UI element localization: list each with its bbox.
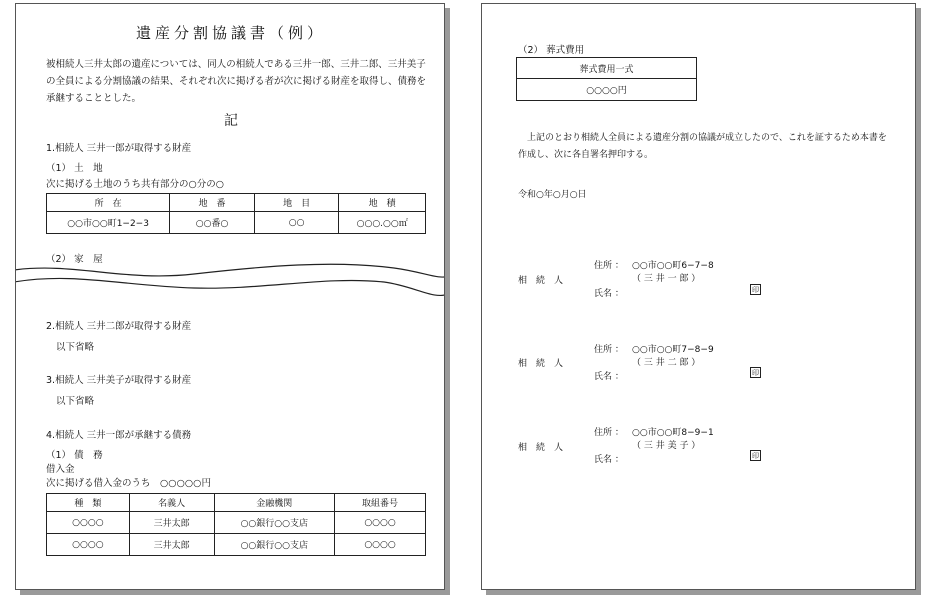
signer-2-seal-mark: 印 <box>752 369 759 377</box>
page-break-wave <box>15 260 445 300</box>
closing-paragraph: 上記のとおり相続人全員による遺産分割の協議が成立したので、これを証するため本書を作成し、次に各自署名押印する。 <box>518 133 887 160</box>
debt-row1-holder: 三井太郎 <box>129 512 214 534</box>
document-title: 遺産分割協議書（例） <box>135 24 326 42</box>
signer-3-address: ○○市○○町8−9−1 <box>632 428 714 438</box>
land-cell-lot: ○○番○ <box>170 212 255 234</box>
document-page-2 <box>481 3 916 590</box>
debt-table <box>46 493 426 556</box>
signer-1-addr-label: 住所 ： <box>594 261 624 271</box>
signer-1-address: ○○市○○町6−7−8 <box>632 261 714 271</box>
signer-1-name-label: 氏名 ： <box>594 289 624 299</box>
land-cell-type: ○○ <box>254 212 339 234</box>
signer-3-name-reading: （ 三 井 美 子 ） <box>632 441 701 451</box>
signer-1-role: 相 続 人 <box>518 276 564 286</box>
document-page-1 <box>15 3 445 590</box>
debt-row2-holder: 三井太郎 <box>129 534 214 556</box>
debt-row1-kind: ○○○○ <box>47 512 130 534</box>
signer-2-name-label: 氏名 ： <box>594 372 624 382</box>
signer-3-addr-label: 住所 ： <box>594 428 624 438</box>
section-1-sub-house: （2） 家 屋 <box>46 254 103 265</box>
section-2-heading: 2.相続人 三井二郎が取得する財産 <box>46 321 192 332</box>
debt-row2-kind: ○○○○ <box>47 534 130 556</box>
debt-row1-number: ○○○○ <box>335 512 426 534</box>
debt-header-number: 取組番号 <box>335 494 426 512</box>
section-3-heading: 3.相続人 三井美子が取得する財産 <box>46 375 192 386</box>
signer-3-role: 相 続 人 <box>518 443 564 453</box>
signer-2-role: 相 続 人 <box>518 359 564 369</box>
funeral-header: 葬式費用一式 <box>517 58 697 79</box>
funeral-value: ○○○○円 <box>517 79 697 101</box>
land-cell-area: ○○○.○○㎡ <box>339 212 426 234</box>
land-header-location: 所 在 <box>47 194 170 212</box>
loan-description: 次に掲げる借入金のうち ○○○○○円 <box>46 478 211 489</box>
funeral-table <box>516 57 697 101</box>
debt-header-bank: 金融機関 <box>214 494 335 512</box>
debt-row1-bank: ○○銀行○○支店 <box>214 512 335 534</box>
debt-header-kind: 種 類 <box>47 494 130 512</box>
debt-row2-bank: ○○銀行○○支店 <box>214 534 335 556</box>
section-4-heading: 4.相続人 三井一郎が承継する債務 <box>46 430 192 441</box>
debt-header-holder: 名義人 <box>129 494 214 512</box>
land-description: 次に掲げる土地のうち共有部分の○分の○ <box>46 179 225 190</box>
signer-2-address: ○○市○○町7−8−9 <box>632 345 714 355</box>
signer-2-name-reading: （ 三 井 二 郎 ） <box>632 358 701 368</box>
signer-1-name-reading: （ 三 井 一 郎 ） <box>632 274 701 284</box>
signer-3-name-label: 氏名 ： <box>594 455 624 465</box>
document-date: 令和○年○月○日 <box>518 190 587 200</box>
loan-label: 借入金 <box>46 464 75 475</box>
signer-1-seal-mark: 印 <box>752 286 759 294</box>
section-1-heading: 1.相続人 三井一郎が取得する財産 <box>46 143 192 154</box>
land-header-type: 地 目 <box>254 194 339 212</box>
section-1-sub-land: （1） 土 地 <box>46 163 103 174</box>
land-table <box>46 193 426 234</box>
debt-row2-number: ○○○○ <box>335 534 426 556</box>
land-header-area: 地 積 <box>339 194 426 212</box>
section-3-body: 以下省略 <box>56 396 95 407</box>
land-cell-location: ○○市○○町1−2−3 <box>47 212 170 234</box>
signer-2-addr-label: 住所 ： <box>594 345 624 355</box>
signer-3-seal-mark: 印 <box>752 452 759 460</box>
intro-paragraph: 被相続人三井太郎の遺産については、同人の相続人である三井一郎、三井二郎、三井美子の全員による分割協議の結果、それぞれ次に掲げる者が次に掲げる財産を取得し、債務を承継することとした。 <box>46 59 427 104</box>
section-2-body: 以下省略 <box>56 342 95 353</box>
funeral-heading: （2） 葬式費用 <box>518 45 585 56</box>
land-header-lot: 地 番 <box>170 194 255 212</box>
section-4-sub-debt: （1） 債 務 <box>46 450 103 461</box>
ki-heading: 記 <box>224 113 238 129</box>
